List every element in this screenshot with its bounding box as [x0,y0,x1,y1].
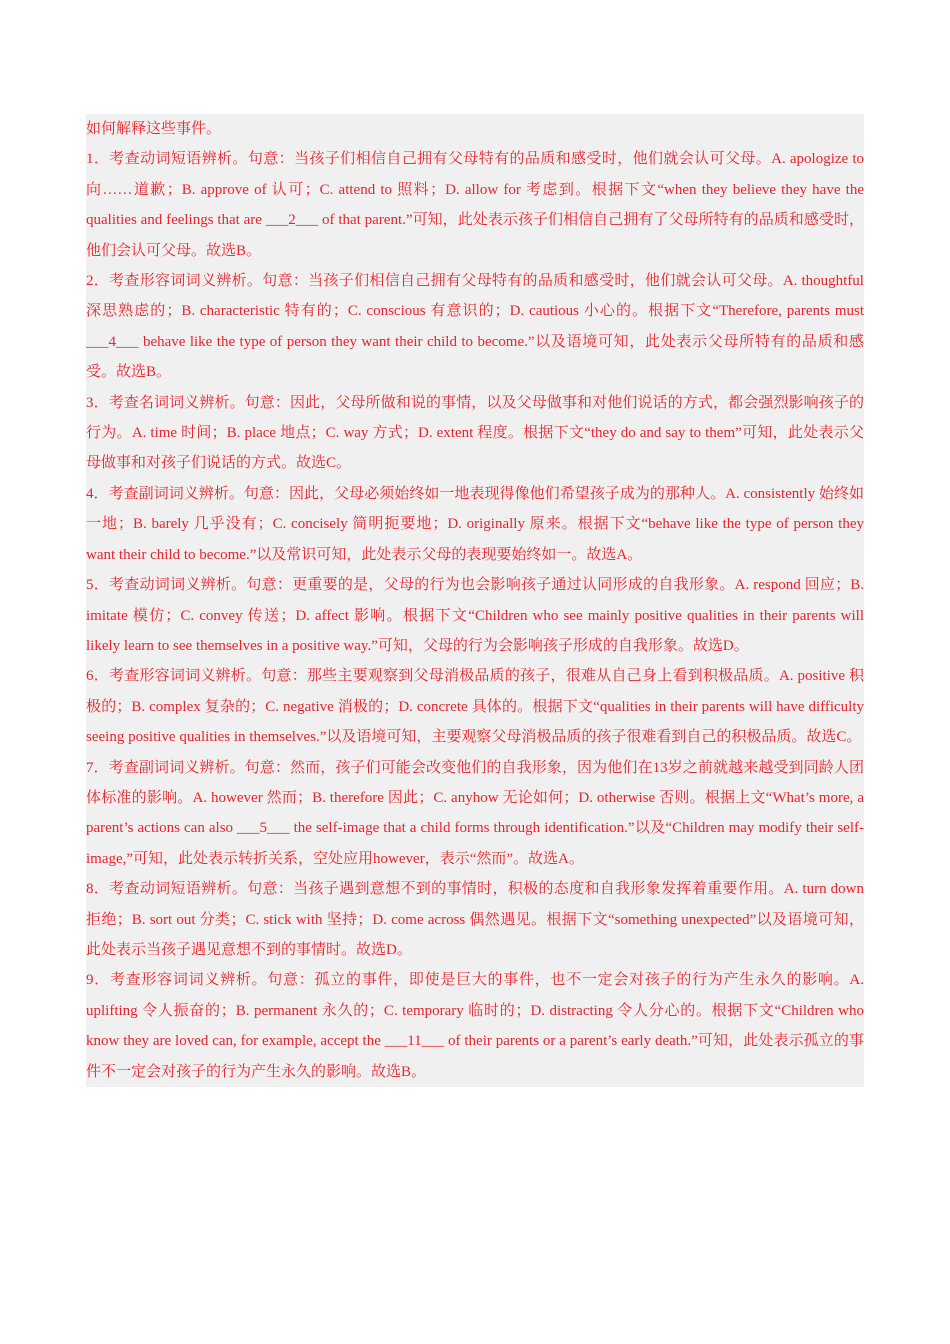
item-text: 考查动词短语辨析。句意：当孩子们相信自己拥有父母特有的品质和感受时，他们就会认可父母。A. apologize to 向……道歉；B. approve of 认可；C. attend to 照料；D. allow for 考虑到。根据下文“when they believe they have the qualities and feelings that are ___2___ of that parent.”可知，此处表示孩子们相信自己拥有了父母所特有的品质和感受时，他们会认可父母。故选B。 [86,151,864,259]
explanation-item-1 [86,144,864,266]
explanation-item-4 [86,479,864,570]
explanation-item-3 [86,388,864,479]
item-text: 考查形容词词义辨析。句意：当孩子们相信自己拥有父母特有的品质和感受时，他们就会认可父母。A. thoughtful 深思熟虑的；B. characteristic 特有的；C. conscious 有意识的；D. cautious 小心的。根据下文“Therefore, parents must ___4___ behave like the type of person they want their child to become.”以及语境可知，此处表示父母所特有的品质和感受。故选B。 [86,273,864,381]
item-text: 考查动词词义辨析。句意：更重要的是，父母的行为也会影响孩子通过认同形成的自我形象。A. respond 回应；B. imitate 模仿；C. convey 传送；D. affect 影响。根据下文“Children who see mainly positive qualities in their parents will likely learn to see themselves in a positive way.”可知，父母的行为会影响孩子形成的自我形象。故选D。 [86,577,864,654]
item-number: 5． [86,577,110,594]
explanation-item-2 [86,266,864,388]
item-text: 考查副词词义辨析。句意：然而，孩子们可能会改变他们的自我形象，因为他们在13岁之前就越来越受到同龄人团体标准的影响。A. however 然而；B. therefore 因此；C. anyhow 无论如何；D. otherwise 否则。根据上文“What’s more, a parent’s actions can also ___5___ the self-image that a child forms through identification.”以及“Children may modify their self-image,”可知，此处表示转折关系，空处应用however，表示“然而”。故选A。 [86,759,864,867]
item-text: 考查动词短语辨析。句意：当孩子遇到意想不到的事情时，积极的态度和自我形象发挥着重要作用。A. turn down 拒绝；B. sort out 分类；C. stick with 坚持；D. come across 偶然遇见。根据下文“something unexpected”以及语境可知，此处表示当孩子遇见意想不到的事情时。故选D。 [86,881,864,958]
item-number: 9． [86,972,110,989]
item-number: 8． [86,881,110,898]
item-number: 6． [86,668,109,685]
item-number: 7． [86,759,109,776]
item-text: 考查副词词义辨析。句意：因此，父母必须始终如一地表现得像他们希望孩子成为的那种人。A. consistently 始终如一地；B. barely 几乎没有；C. concisely 简明扼要地；D. originally 原来。根据下文“behave like the type of person they want their child to become.”以及常识可知，此处表示父母的表现要始终如一。故选A。 [86,485,864,563]
item-number: 4． [86,485,109,502]
item-number: 1． [86,151,110,168]
explanation-item-6 [86,661,864,752]
item-text: 考查名词词义辨析。句意：因此，父母所做和说的事情，以及父母做事和对他们说话的方式，都会强烈影响孩子的行为。A. time 时间；B. place 地点；C. way 方式；D. extent 程度。根据下文“they do and say to them”可知，此处表示父母做事和对孩子们说话的方式。故选C。 [86,394,864,472]
intro-line: 如何解释这些事件。 [86,121,222,137]
explanation-item-8 [86,874,864,965]
explanation-item-7 [86,753,864,875]
item-number: 3． [86,394,109,411]
explanation-item-9 [86,965,864,1087]
item-text: 考查形容词词义辨析。句意：那些主要观察到父母消极品质的孩子，很难从自己身上看到积极品质。A. positive 积极的；B. complex 复杂的；C. negative 消极的；D. concrete 具体的。根据下文“qualities in their parents will have difficulty seeing positive qualities in themselves.”以及语境可知，主要观察父母消极品质的孩子很难看到自己的积极品质。故选C。 [86,668,864,746]
item-text: 考查形容词词义辨析。句意：孤立的事件，即使是巨大的事件，也不一定会对孩子的行为产生永久的影响。A. uplifting 令人振奋的；B. permanent 永久的；C. temporary 临时的；D. distracting 令人分心的。根据下文“Children who know they are loved can, for example, accept the ___11___ of their parents or a parent’s early death.”可知，此处表示孤立的事件不一定会对孩子的行为产生永久的影响。故选B。 [86,972,864,1080]
item-number: 2． [86,273,110,290]
explanation-item-5 [86,570,864,661]
answer-explanation-block [86,114,864,1087]
